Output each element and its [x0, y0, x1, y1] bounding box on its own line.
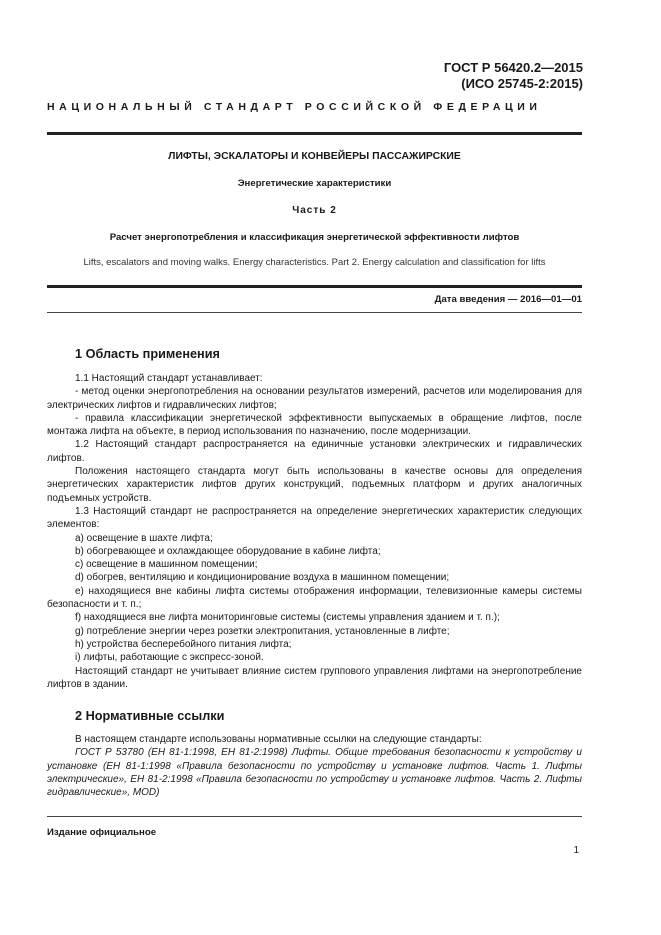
list-item: f) находящиеся вне лифта мониторинговые системы (системы управления зданием и т. п.);: [75, 612, 500, 624]
section-1-heading: 1 Область применения: [75, 347, 220, 361]
english-title: Lifts, escalators and moving walks. Energy characteristics. Part 2. Energy calculation and classification for lifts: [83, 257, 546, 268]
iso-code: (ИСО 25745-2:2015): [461, 76, 583, 91]
part-title: Расчет энергопотребления и классификация энергетической эффективности лифтов: [109, 232, 520, 243]
title-divider: [47, 285, 582, 288]
edition-label: Издание официальное: [47, 827, 157, 838]
list-item: i) лифты, работающие с экспресс-зоной.: [75, 652, 264, 664]
national-standard-heading: НАЦИОНАЛЬНЫЙ СТАНДАРТ РОССИЙСКОЙ ФЕДЕРАЦИИ: [47, 101, 542, 113]
paragraph: 1.1 Настоящий стандарт устанавливает:: [75, 373, 263, 384]
list-item: h) устройства бесперебойного питания лифта;: [75, 638, 292, 650]
list-item: d) обогрев, вентиляцию и кондиционирование воздуха в машинном помещении;: [75, 572, 450, 584]
page-number: 1: [573, 845, 579, 856]
list-item: e) находящиеся вне кабины лифта системы отображения информации, телевизионные камеры системы безопасности и т. п.;: [47, 585, 582, 611]
standard-code-block: [444, 60, 583, 92]
list-item: b) обогревающее и охлаждающее оборудование в кабине лифта;: [75, 545, 381, 557]
paragraph: Настоящий стандарт не учитывает влияние систем группового управления лифтами на энергопотребление лифтов в здании.: [47, 665, 582, 690]
list-item: g) потребление энергии через розетки электропитания, установленные в лифте;: [75, 625, 450, 637]
top-divider: [47, 132, 582, 135]
date-divider: [47, 312, 582, 313]
paragraph: - метод оценки энергопотребления на основании результатов измерений, расчетов или моделирования для электрических лифтов и гидравлических лифтов;: [47, 386, 582, 411]
list-item: c) освещение в машинном помещении;: [75, 559, 258, 571]
list-item: a) освещение в шахте лифта;: [75, 532, 213, 544]
paragraph: 1.2 Настоящий стандарт распространяется на единичные установки электрических и гидравлических лифтов.: [47, 439, 582, 464]
effective-date: Дата введения — 2016—01—01: [434, 294, 582, 305]
document-title: ЛИФТЫ, ЭСКАЛАТОРЫ И КОНВЕЙЕРЫ ПАССАЖИРСКИЕ: [168, 151, 461, 162]
normative-reference: ГОСТ Р 53780 (ЕН 81-1:1998, ЕН 81-2:1998) Лифты. Общие требования безопасности к устройству и установке (ЕН 81-1:1998 «Правила безопасности по устройству и установке лифтов. Часть 1. Лифты электрические», ЕН 81-2:1998 «Правила безопасности по устройству и установке лифтов. Часть 2. Лифты гидравлические», MOD): [47, 747, 582, 799]
paragraph: В настоящем стандарте использованы нормативные ссылки на следующие стандарты:: [75, 734, 482, 745]
footer-divider: [47, 816, 582, 817]
section-2-heading: 2 Нормативные ссылки: [75, 709, 225, 723]
document-subtitle: Энергетические характеристики: [237, 178, 392, 189]
standard-code: ГОСТ Р 56420.2—2015: [443, 60, 583, 75]
paragraph: 1.3 Настоящий стандарт не распространяется на определение энергетических характеристик следующих элементов:: [47, 505, 582, 531]
paragraph: Положения настоящего стандарта могут быть использованы в качестве основы для определения энергетических характеристик лифтов других конструкций, подъемных платформ и других аналогичных подъемных устройств.: [47, 466, 582, 504]
paragraph: - правила классификации энергетической эффективности выпускаемых в обращение лифтов, после монтажа лифта на объекте, в период использования по назначению, после модернизации.: [47, 412, 582, 438]
part-label: Часть 2: [292, 205, 337, 216]
section-2-body: [47, 733, 582, 799]
section-1-body: [47, 372, 582, 691]
